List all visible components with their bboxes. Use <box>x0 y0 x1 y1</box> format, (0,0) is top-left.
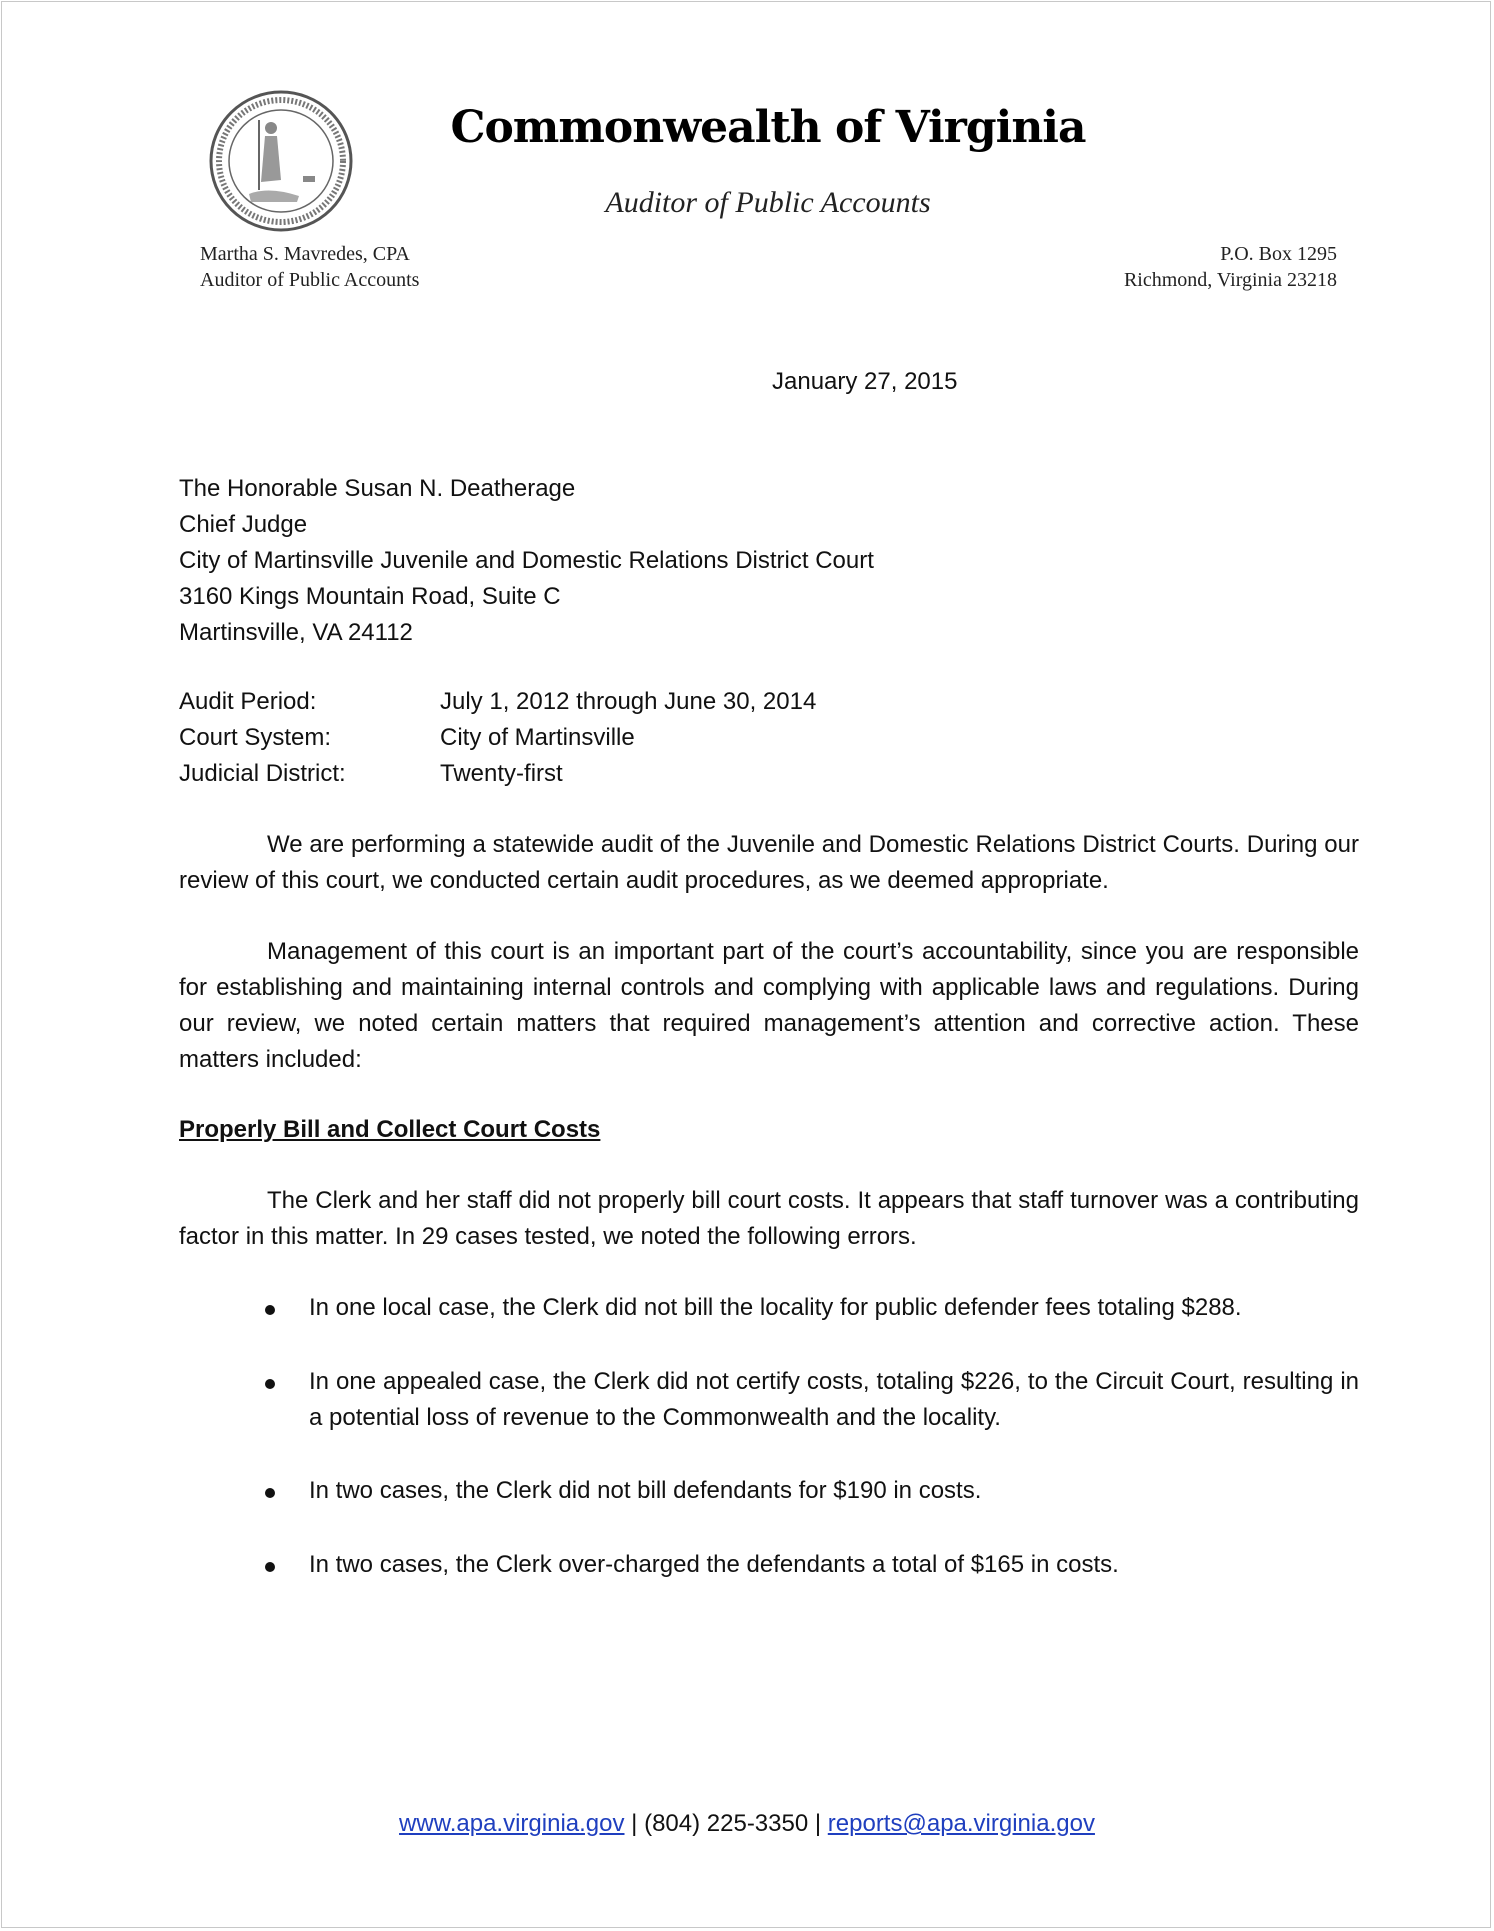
address-line: 3160 Kings Mountain Road, Suite C <box>179 583 561 610</box>
separator: | <box>814 1810 822 1837</box>
recipient-address <box>179 471 874 651</box>
list-item: In two cases, the Clerk did not bill defendants for $190 in costs. <box>309 1477 982 1504</box>
footer <box>0 1806 1494 1842</box>
section-heading: Properly Bill and Collect Court Costs <box>179 1116 601 1143</box>
section-paragraph: The Clerk and her staff did not properly bill court costs. It appears that staff turnover was a contributing factor in this matter. In 29 cases tested, we noted the following errors. <box>179 1187 1359 1250</box>
auditor-title: Auditor of Public Accounts <box>200 269 420 291</box>
email-link[interactable]: reports@apa.virginia.gov <box>827 1810 1095 1837</box>
list-item: In one local case, the Clerk did not bill the locality for public defender fees totaling $288. <box>309 1294 1242 1321</box>
address-line: Chief Judge <box>179 511 308 538</box>
intro-paragraph: We are performing a statewide audit of the Juvenile and Domestic Relations District Courts. During our review of this court, we conducted certain audit procedures, as we deemed appropriate. <box>179 831 1359 894</box>
management-paragraph: Management of this court is an important part of the court’s accountability, since you are responsible for establishing and maintaining internal controls and complying with applicable laws and regulations. During our review, we noted certain matters that required management’s attention and corrective action. These matters included: <box>179 938 1359 1073</box>
audit-info <box>179 684 817 792</box>
letterhead-subtitle: Auditor of Public Accounts <box>605 186 931 219</box>
court-system-value: City of Martinsville <box>440 724 635 751</box>
bullet-icon <box>265 1305 275 1315</box>
website-link[interactable]: www.apa.virginia.gov <box>399 1810 625 1837</box>
court-system-label: Court System: <box>179 724 332 751</box>
bullet-icon <box>265 1379 275 1389</box>
city-address: Richmond, Virginia 23218 <box>1123 269 1337 291</box>
auditor-name: Martha S. Mavredes, CPA <box>200 243 410 265</box>
separator: | <box>631 1810 638 1837</box>
address-line: The Honorable Susan N. Deatherage <box>179 475 576 502</box>
audit-period-value: July 1, 2012 through June 30, 2014 <box>440 688 817 715</box>
list-item: In two cases, the Clerk over-charged the defendants a total of $165 in costs. <box>309 1551 1119 1578</box>
address-line: City of Martinsville Juvenile and Domestic Relations District Court <box>179 547 874 574</box>
bullet-icon <box>265 1488 275 1498</box>
address-line: Martinsville, VA 24112 <box>179 619 413 646</box>
po-box: P.O. Box 1295 <box>1220 243 1337 265</box>
letter-date: January 27, 2015 <box>772 368 958 395</box>
bullet-icon <box>265 1562 275 1572</box>
list-item: In one appealed case, the Clerk did not certify costs, totaling $226, to the Circuit Court, resulting in a potential loss of revenue to the Commonwealth and the locality. <box>309 1368 1359 1431</box>
letterhead-title: Commonwealth of Virginia <box>450 102 1086 153</box>
phone-number: (804) 225-3350 <box>644 1810 809 1837</box>
judicial-district-label: Judicial District: <box>179 760 346 787</box>
audit-period-label: Audit Period: <box>179 688 317 715</box>
judicial-district-value: Twenty-first <box>440 760 563 787</box>
